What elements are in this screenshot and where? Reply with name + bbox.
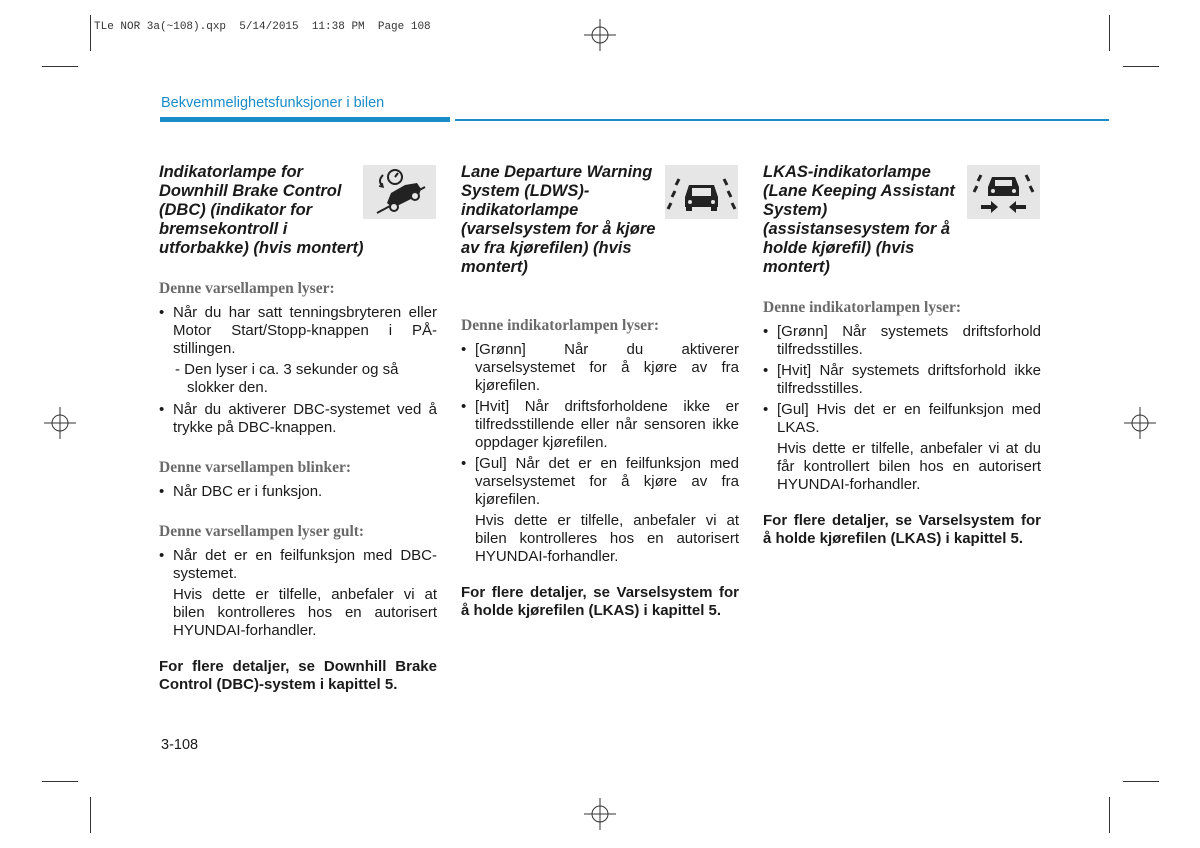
column-dbc — [159, 163, 437, 694]
note-text: Hvis dette er tilfelle, anbefaler vi at du får kontrollert bilen hos en autorisert HYUNDAI-forhandler. — [777, 440, 1041, 493]
section-title: LKAS-indikatorlampe (Lane Keeping Assistant System) (assistansesystem for å holde kjørefil) (hvis montert) — [763, 163, 955, 276]
reference-note: For flere detaljer, se Varselsystem for å holde kjørefilen (LKAS) i kapittel 5. — [461, 584, 739, 619]
list-item: • Når DBC er i funksjon. — [159, 483, 437, 501]
registration-mark-icon — [584, 798, 616, 830]
section-title: Lane Departure Warning System (LDWS)-indikatorlampe (varselsystem for å kjøre av fra kjørefilen) (hvis montert) — [461, 163, 656, 276]
note-text: Hvis dette er tilfelle, anbefaler vi at bilen kontrolleres hos en autorisert HYUNDAI-forhandler. — [173, 586, 437, 639]
column-lkas — [763, 163, 1041, 548]
subheading: Denne varsellampen lyser gult: — [159, 523, 365, 540]
bullet-list — [159, 304, 437, 358]
bullet-list — [461, 341, 739, 509]
list-item: • Når du har satt tenningsbryteren eller Motor Start/Stopp-knappen i PÅ- stillingen. — [159, 304, 437, 358]
list-item: • [Gul] Når det er en feilfunksjon med varselsystemet for å kjøre av fra kjørefilen. — [461, 455, 739, 509]
list-item: • [Gul] Hvis det er en feilfunksjon med LKAS. — [763, 401, 1041, 437]
subheading: Denne indikatorlampen lyser: — [461, 317, 660, 334]
downhill-brake-control-icon — [363, 165, 436, 219]
subheading: Denne indikatorlampen lyser: — [763, 299, 962, 316]
list-item: • [Grønn] Når systemets driftsforhold tilfredsstilles. — [763, 323, 1041, 359]
note-text: Hvis dette er tilfelle, anbefaler vi at bilen kontrolleres hos en autorisert HYUNDAI-forhandler. — [475, 512, 739, 565]
column-ldws — [461, 163, 739, 620]
lane-keeping-assist-icon — [967, 165, 1040, 219]
subheading: Denne varsellampen blinker: — [159, 459, 352, 476]
bullet-list — [159, 483, 437, 501]
registration-mark-icon — [584, 19, 616, 51]
header-rule-thin — [455, 119, 1109, 121]
reference-note: For flere detaljer, se Varselsystem for å holde kjørefilen (LKAS) i kapittel 5. — [763, 512, 1041, 547]
section-title: Indikatorlampe for Downhill Brake Control (DBC) (indikator for bremsekontroll i utforbakke) (hvis montert) — [159, 163, 364, 257]
page-number: 3-108 — [161, 737, 199, 753]
bullet-list — [763, 323, 1041, 437]
list-item: • [Hvit] Når driftsforholdene ikke er tilfredsstillende eller når sensoren ikke oppdager kjørefilen. — [461, 398, 739, 452]
registration-mark-icon — [1124, 407, 1156, 439]
lane-departure-warning-icon — [665, 165, 738, 219]
header-rule-thick — [160, 117, 450, 122]
subheading: Denne varsellampen lyser: — [159, 280, 335, 297]
bullet-list — [159, 547, 437, 583]
reference-note: For flere detaljer, se Downhill Brake Control (DBC)-system i kapittel 5. — [159, 658, 437, 693]
list-item: • [Hvit] Når systemets driftsforhold ikke tilfredsstilles. — [763, 362, 1041, 398]
list-item: • [Grønn] Når du aktiverer varselsystemet for å kjøre av fra kjørefilen. — [461, 341, 739, 395]
sub-note: - Den lyser i ca. 3 sekunder og så slokker den. — [175, 361, 399, 396]
registration-mark-icon — [44, 407, 76, 439]
list-item: • Når du aktiverer DBC-systemet ved å trykke på DBC-knappen. — [159, 401, 437, 437]
print-info: TLe NOR 3a(~108).qxp 5/14/2015 11:38 PM Page 108 — [94, 21, 431, 33]
section-header: Bekvemmelighetsfunksjoner i bilen — [161, 95, 385, 111]
list-item: • Når det er en feilfunksjon med DBC- systemet. — [159, 547, 437, 583]
bullet-list — [159, 401, 437, 437]
